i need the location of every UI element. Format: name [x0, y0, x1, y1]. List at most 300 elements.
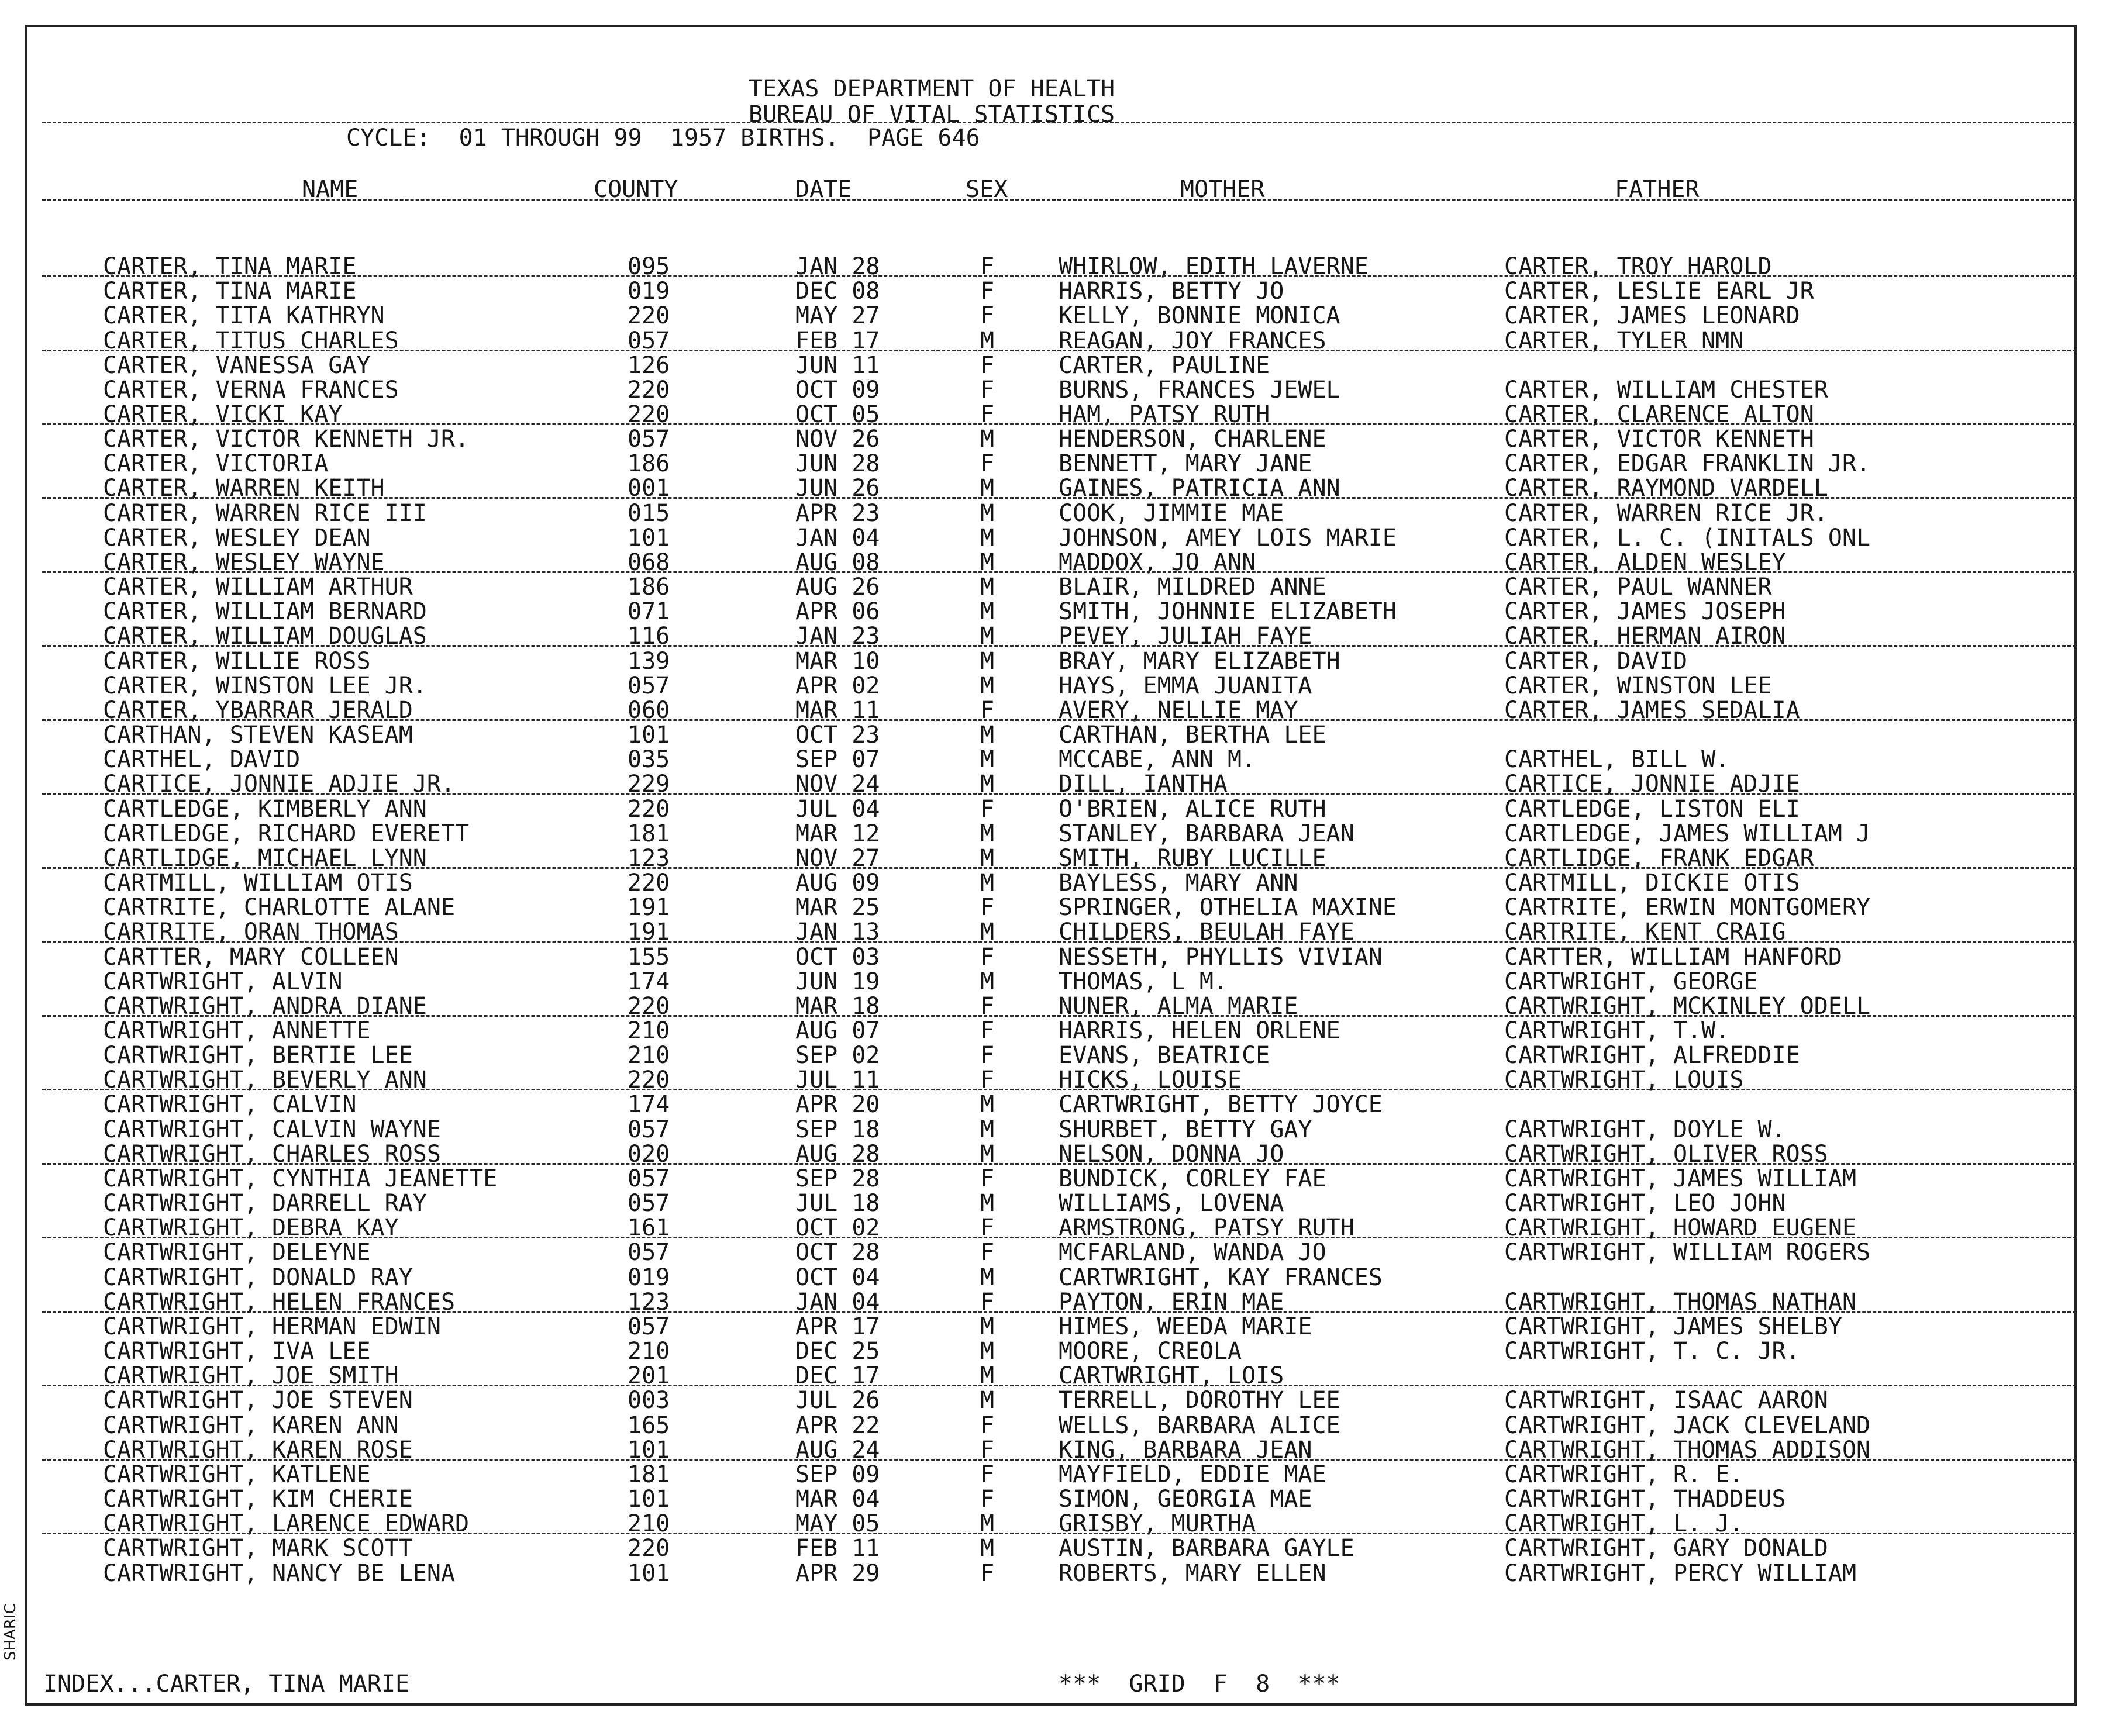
row-rule	[42, 1163, 2076, 1165]
cell-name: CARTWRIGHT, DONALD RAY	[103, 1264, 413, 1291]
cell-father: CARTRITE, KENT CRAIG	[1504, 919, 1786, 946]
cell-county: 068	[628, 548, 670, 576]
cell-mother: HARRIS, BETTY JO	[1059, 278, 1284, 305]
row-rule	[42, 793, 2076, 795]
cell-sex: M	[980, 327, 995, 354]
cell-mother: NUNER, ALMA MARIE	[1059, 992, 1298, 1020]
cell-name: CARTRITE, CHARLOTTE ALANE	[103, 894, 456, 922]
cell-name: CARTER, VERNA FRANCES	[103, 376, 399, 403]
cell-date: DEC 08	[795, 278, 880, 305]
cell-father: CARTWRIGHT, L. J.	[1504, 1510, 1744, 1538]
cell-father: CARTWRIGHT, LOUIS	[1504, 1067, 1744, 1094]
cell-mother: BENNETT, MARY JANE	[1059, 450, 1312, 478]
cell-date: MAR 18	[795, 992, 880, 1020]
cell-county: 191	[628, 919, 670, 946]
cell-county: 191	[628, 894, 670, 922]
row-rule	[42, 275, 2076, 277]
cell-father: CARTWRIGHT, LEO JOHN	[1504, 1190, 1786, 1217]
cell-mother: O'BRIEN, ALICE RUTH	[1059, 795, 1326, 823]
cell-sex: M	[980, 771, 995, 798]
cell-father: CARTWRIGHT, ALFREDDIE	[1504, 1042, 1800, 1069]
cell-mother: JOHNSON, AMEY LOIS MARIE	[1059, 524, 1397, 551]
cell-county: 123	[628, 844, 670, 872]
cell-name: CARTWRIGHT, HERMAN EDWIN	[103, 1313, 441, 1340]
cell-name: CARTER, WILLIAM ARTHUR	[103, 574, 413, 601]
cell-father: CARTWRIGHT, T.W.	[1504, 1017, 1730, 1044]
cell-name: CARTER, TITA KATHRYN	[103, 302, 385, 330]
cell-mother: STANLEY, BARBARA JEAN	[1059, 820, 1354, 847]
cell-mother: SHURBET, BETTY GAY	[1059, 1116, 1312, 1143]
cell-date: JUN 26	[795, 475, 880, 502]
column-header-county: COUNTY	[594, 176, 678, 203]
cell-name: CARTWRIGHT, IVA LEE	[103, 1338, 371, 1365]
header-subtitle: BUREAU OF VITAL STATISTICS	[749, 101, 1115, 128]
cell-name: CARTWRIGHT, CYNTHIA JEANETTE	[103, 1165, 498, 1192]
cell-date: JAN 28	[795, 253, 880, 280]
cell-name: CARTWRIGHT, LARENCE EDWARD	[103, 1510, 470, 1538]
cell-mother: AUSTIN, BARBARA GAYLE	[1059, 1535, 1354, 1562]
cell-name: CARTWRIGHT, JOE STEVEN	[103, 1387, 413, 1414]
cell-sex: M	[980, 548, 995, 576]
cell-sex: F	[980, 1067, 995, 1094]
cell-name: CARTER, TINA MARIE	[103, 278, 357, 305]
cell-mother: THOMAS, L M.	[1059, 968, 1228, 995]
cell-county: 155	[628, 943, 670, 971]
footer-index: INDEX...CARTER, TINA MARIE	[43, 1671, 410, 1697]
cell-date: NOV 27	[795, 844, 880, 872]
cell-father: CARTWRIGHT, DOYLE W.	[1504, 1116, 1786, 1143]
cell-sex: F	[980, 1165, 995, 1192]
cell-mother: AVERY, NELLIE MAY	[1059, 696, 1298, 724]
cell-name: CARTER, WILLIE ROSS	[103, 647, 371, 675]
cell-mother: GRISBY, MURTHA	[1059, 1510, 1256, 1538]
cell-date: JUL 26	[795, 1387, 880, 1414]
cell-name: CARTWRIGHT, CHARLES ROSS	[103, 1140, 441, 1168]
cell-mother: HENDERSON, CHARLENE	[1059, 426, 1326, 453]
cell-mother: HICKS, LOUISE	[1059, 1067, 1242, 1094]
cell-county: 057	[628, 1190, 670, 1217]
cell-county: 220	[628, 401, 670, 428]
cell-father: CARTWRIGHT, HOWARD EUGENE	[1504, 1214, 1857, 1242]
cell-date: JAN 04	[795, 1288, 880, 1316]
cell-date: APR 22	[795, 1411, 880, 1439]
cell-date: AUG 09	[795, 869, 880, 896]
cell-county: 210	[628, 1017, 670, 1044]
cell-county: 220	[628, 376, 670, 403]
cell-name: CARTWRIGHT, KAREN ANN	[103, 1411, 399, 1439]
cell-father: CARTER, L. C. (INITALS ONL	[1504, 524, 1871, 551]
cell-county: 057	[628, 327, 670, 354]
cell-sex: M	[980, 1116, 995, 1143]
cell-sex: M	[980, 598, 995, 626]
cell-sex: M	[980, 1535, 995, 1562]
cell-date: NOV 24	[795, 771, 880, 798]
cell-date: OCT 02	[795, 1214, 880, 1242]
cell-date: APR 06	[795, 598, 880, 626]
cell-father: CARTER, CLARENCE ALTON	[1504, 401, 1814, 428]
cell-sex: M	[980, 844, 995, 872]
cell-sex: M	[980, 1510, 995, 1538]
cell-date: JUL 04	[795, 795, 880, 823]
row-rule	[42, 719, 2076, 721]
cell-county: 123	[628, 1288, 670, 1316]
cell-sex: M	[980, 919, 995, 946]
cell-sex: M	[980, 623, 995, 650]
cell-sex: F	[980, 450, 995, 478]
cell-mother: BRAY, MARY ELIZABETH	[1059, 647, 1340, 675]
cell-sex: F	[980, 1214, 995, 1242]
cell-mother: MOORE, CREOLA	[1059, 1338, 1242, 1365]
cell-date: FEB 11	[795, 1535, 880, 1562]
cell-county: 101	[628, 1559, 670, 1587]
cell-date: APR 20	[795, 1091, 880, 1119]
row-rule	[42, 571, 2076, 573]
cell-county: 210	[628, 1338, 670, 1365]
cell-father: CARTER, WARREN RICE JR.	[1504, 499, 1828, 527]
cell-county: 071	[628, 598, 670, 626]
cell-mother: KELLY, BONNIE MONICA	[1059, 302, 1340, 330]
cell-date: JUN 28	[795, 450, 880, 478]
cell-sex: F	[980, 1461, 995, 1488]
row-rule	[42, 1311, 2076, 1313]
cell-father: CARTER, RAYMOND VARDELL	[1504, 475, 1828, 502]
cell-county: 165	[628, 1411, 670, 1439]
cell-date: OCT 05	[795, 401, 880, 428]
cell-name: CARTWRIGHT, NANCY BE LENA	[103, 1559, 456, 1587]
cell-date: AUG 24	[795, 1436, 880, 1464]
cell-date: SEP 18	[795, 1116, 880, 1143]
row-rule	[42, 941, 2076, 943]
cell-county: 057	[628, 426, 670, 453]
cell-father: CARTER, PAUL WANNER	[1504, 574, 1772, 601]
cell-name: CARTER, YBARRAR JERALD	[103, 696, 413, 724]
row-rule	[42, 497, 2076, 499]
cell-father: CARTMILL, DICKIE OTIS	[1504, 869, 1800, 896]
cell-mother: WILLIAMS, LOVENA	[1059, 1190, 1284, 1217]
cell-father: CARTER, DAVID	[1504, 647, 1688, 675]
cell-county: 220	[628, 1535, 670, 1562]
cell-mother: DILL, IANTHA	[1059, 771, 1228, 798]
cell-date: OCT 09	[795, 376, 880, 403]
cell-date: AUG 28	[795, 1140, 880, 1168]
cell-name: CARTWRIGHT, JOE SMITH	[103, 1362, 399, 1390]
cell-mother: MADDOX, JO ANN	[1059, 548, 1256, 576]
cell-sex: M	[980, 722, 995, 748]
cell-sex: M	[980, 499, 995, 527]
cell-father: CARTWRIGHT, JAMES WILLIAM	[1504, 1165, 1857, 1192]
cell-sex: M	[980, 1338, 995, 1365]
cell-name: CARTWRIGHT, ALVIN	[103, 968, 343, 995]
cell-name: CARTER, VICKI KAY	[103, 401, 343, 428]
cell-sex: F	[980, 992, 995, 1020]
cell-county: 060	[628, 696, 670, 724]
cell-sex: F	[980, 351, 995, 379]
cell-name: CARTER, TITUS CHARLES	[103, 327, 399, 354]
cell-name: CARTWRIGHT, BERTIE LEE	[103, 1042, 413, 1069]
cell-name: CARTLEDGE, RICHARD EVERETT	[103, 820, 470, 847]
cell-mother: CARTWRIGHT, KAY FRANCES	[1059, 1264, 1383, 1291]
cell-date: SEP 02	[795, 1042, 880, 1069]
cell-father: CARTWRIGHT, GEORGE	[1504, 968, 1758, 995]
cell-father: CARTTER, WILLIAM HANFORD	[1504, 943, 1842, 971]
column-header-name: NAME	[302, 176, 359, 203]
row-rule	[42, 350, 2076, 351]
cell-father: CARTER, WILLIAM CHESTER	[1504, 376, 1828, 403]
row-rule	[42, 867, 2076, 869]
cell-father: CARTWRIGHT, T. C. JR.	[1504, 1338, 1800, 1365]
cell-date: JUN 11	[795, 351, 880, 379]
row-rule	[42, 1015, 2076, 1017]
cell-county: 220	[628, 869, 670, 896]
cell-mother: EVANS, BEATRICE	[1059, 1042, 1270, 1069]
cell-county: 220	[628, 795, 670, 823]
cell-father: CARTER, EDGAR FRANKLIN JR.	[1504, 450, 1871, 478]
cell-name: CARTLEDGE, KIMBERLY ANN	[103, 795, 427, 823]
cell-county: 126	[628, 351, 670, 379]
cell-sex: M	[980, 1264, 995, 1291]
cell-county: 015	[628, 499, 670, 527]
cell-father: CARTWRIGHT, ISAAC AARON	[1504, 1387, 1828, 1414]
row-rule	[42, 1533, 2076, 1534]
cell-county: 101	[628, 1486, 670, 1513]
cell-county: 019	[628, 1264, 670, 1291]
cell-name: CARTRITE, ORAN THOMAS	[103, 919, 399, 946]
cell-father: CARTER, HERMAN AIRON	[1504, 623, 1786, 650]
row-rule	[42, 423, 2076, 425]
cell-county: 220	[628, 302, 670, 330]
cell-mother: CARTHAN, BERTHA LEE	[1059, 722, 1326, 748]
cell-date: AUG 08	[795, 548, 880, 576]
cell-mother: ROBERTS, MARY ELLEN	[1059, 1559, 1326, 1587]
cell-mother: HAM, PATSY RUTH	[1059, 401, 1270, 428]
cell-mother: PAYTON, ERIN MAE	[1059, 1288, 1284, 1316]
side-label: SHARIC	[2, 1603, 19, 1661]
cell-sex: M	[980, 672, 995, 699]
cell-name: CARTWRIGHT, ANDRA DIANE	[103, 992, 427, 1020]
cell-name: CARTER, VICTOR KENNETH JR.	[103, 426, 470, 453]
cell-county: 181	[628, 1461, 670, 1488]
cell-mother: SMITH, JOHNNIE ELIZABETH	[1059, 598, 1397, 626]
cell-mother: HARRIS, HELEN ORLENE	[1059, 1017, 1340, 1044]
cell-father: CARTWRIGHT, PERCY WILLIAM	[1504, 1559, 1857, 1587]
cell-name: CARTWRIGHT, CALVIN WAYNE	[103, 1116, 441, 1143]
cell-sex: F	[980, 302, 995, 330]
cell-sex: F	[980, 1436, 995, 1464]
cell-mother: HAYS, EMMA JUANITA	[1059, 672, 1312, 699]
footer-grid: *** GRID F 8 ***	[1059, 1671, 1340, 1697]
cell-father: CARTWRIGHT, THOMAS ADDISON	[1504, 1436, 1871, 1464]
cell-name: CARTWRIGHT, MARK SCOTT	[103, 1535, 413, 1562]
cell-county: 186	[628, 574, 670, 601]
cell-date: SEP 07	[795, 746, 880, 774]
cell-name: CARTWRIGHT, KATLENE	[103, 1461, 371, 1488]
cell-county: 057	[628, 1116, 670, 1143]
cell-county: 139	[628, 647, 670, 675]
cell-sex: M	[980, 524, 995, 551]
cell-mother: SMITH, RUBY LUCILLE	[1059, 844, 1326, 872]
cell-date: MAY 05	[795, 1510, 880, 1538]
cell-name: CARTTER, MARY COLLEEN	[103, 943, 399, 971]
cell-father: CARTWRIGHT, GARY DONALD	[1504, 1535, 1828, 1562]
cell-father: CARTER, TYLER NMN	[1504, 327, 1744, 354]
cell-name: CARTWRIGHT, DARRELL RAY	[103, 1190, 427, 1217]
cell-county: 220	[628, 992, 670, 1020]
cell-sex: F	[980, 1042, 995, 1069]
cell-father: CARTICE, JONNIE ADJIE	[1504, 771, 1800, 798]
cell-sex: M	[980, 820, 995, 847]
cell-name: CARTHEL, DAVID	[103, 746, 301, 774]
cell-county: 161	[628, 1214, 670, 1242]
cell-father: CARTWRIGHT, MCKINLEY ODELL	[1504, 992, 1871, 1020]
cell-county: 229	[628, 771, 670, 798]
row-rule	[42, 645, 2076, 647]
cell-date: OCT 23	[795, 722, 880, 748]
cell-name: CARTWRIGHT, DELEYNE	[103, 1239, 371, 1266]
cell-mother: NESSETH, PHYLLIS VIVIAN	[1059, 943, 1383, 971]
header-rule	[42, 122, 2076, 123]
cell-father: CARTWRIGHT, JAMES SHELBY	[1504, 1313, 1842, 1340]
cell-county: 181	[628, 820, 670, 847]
cell-county: 019	[628, 278, 670, 305]
cell-sex: F	[980, 696, 995, 724]
cell-name: CARTWRIGHT, KIM CHERIE	[103, 1486, 413, 1513]
cell-county: 001	[628, 475, 670, 502]
cell-county: 220	[628, 1067, 670, 1094]
cell-sex: M	[980, 1362, 995, 1390]
cell-date: FEB 17	[795, 327, 880, 354]
cell-father: CARTER, JAMES JOSEPH	[1504, 598, 1786, 626]
cell-mother: MCFARLAND, WANDA JO	[1059, 1239, 1326, 1266]
cell-mother: SIMON, GEORGIA MAE	[1059, 1486, 1312, 1513]
cell-name: CARTLIDGE, MICHAEL LYNN	[103, 844, 427, 872]
cell-county: 035	[628, 746, 670, 774]
cell-date: OCT 04	[795, 1264, 880, 1291]
cell-county: 201	[628, 1362, 670, 1390]
cell-date: JUN 19	[795, 968, 880, 995]
cell-date: OCT 03	[795, 943, 880, 971]
cell-county: 101	[628, 722, 670, 748]
cell-father: CARTER, VICTOR KENNETH	[1504, 426, 1814, 453]
cell-county: 174	[628, 1091, 670, 1119]
cell-date: JAN 23	[795, 623, 880, 650]
cell-county: 116	[628, 623, 670, 650]
cell-county: 095	[628, 253, 670, 280]
cell-father: CARTER, LESLIE EARL JR	[1504, 278, 1814, 305]
cell-mother: WHIRLOW, EDITH LAVERNE	[1059, 253, 1369, 280]
cell-date: JUL 11	[795, 1067, 880, 1094]
cell-father: CARTER, ALDEN WESLEY	[1504, 548, 1786, 576]
cell-date: JUL 18	[795, 1190, 880, 1217]
cell-date: APR 23	[795, 499, 880, 527]
row-rule	[42, 1089, 2076, 1090]
cell-sex: F	[980, 1239, 995, 1266]
cell-mother: BAYLESS, MARY ANN	[1059, 869, 1298, 896]
cell-name: CARTER, VANESSA GAY	[103, 351, 371, 379]
cell-name: CARTWRIGHT, BEVERLY ANN	[103, 1067, 427, 1094]
cell-father: CARTWRIGHT, OLIVER ROSS	[1504, 1140, 1828, 1168]
cell-name: CARTER, VICTORIA	[103, 450, 329, 478]
cell-mother: TERRELL, DOROTHY LEE	[1059, 1387, 1340, 1414]
cell-county: 057	[628, 1239, 670, 1266]
column-header-sex: SEX	[966, 176, 1008, 203]
cell-county: 057	[628, 1165, 670, 1192]
cell-county: 057	[628, 1313, 670, 1340]
cell-name: CARTER, WESLEY WAYNE	[103, 548, 385, 576]
cell-name: CARTMILL, WILLIAM OTIS	[103, 869, 413, 896]
cell-mother: CARTER, PAULINE	[1059, 351, 1270, 379]
cell-county: 057	[628, 672, 670, 699]
cell-father: CARTWRIGHT, THOMAS NATHAN	[1504, 1288, 1857, 1316]
cell-father: CARTER, TROY HAROLD	[1504, 253, 1772, 280]
cell-sex: M	[980, 1091, 995, 1119]
cell-sex: M	[980, 1140, 995, 1168]
cell-date: MAY 27	[795, 302, 880, 330]
cycle-line: CYCLE: 01 THROUGH 99 1957 BIRTHS. PAGE 646	[346, 125, 980, 151]
cell-date: MAR 04	[795, 1486, 880, 1513]
cell-sex: F	[980, 1486, 995, 1513]
cell-name: CARTWRIGHT, CALVIN	[103, 1091, 357, 1119]
cell-mother: SPRINGER, OTHELIA MAXINE	[1059, 894, 1397, 922]
cell-name: CARTWRIGHT, HELEN FRANCES	[103, 1288, 456, 1316]
cell-sex: F	[980, 253, 995, 280]
column-header-mother: MOTHER	[1180, 176, 1265, 203]
cell-date: APR 17	[795, 1313, 880, 1340]
cell-mother: CARTWRIGHT, LOIS	[1059, 1362, 1284, 1390]
cell-date: MAR 25	[795, 894, 880, 922]
cell-date: DEC 17	[795, 1362, 880, 1390]
cell-date: OCT 28	[795, 1239, 880, 1266]
cell-mother: COOK, JIMMIE MAE	[1059, 499, 1284, 527]
cell-father: CARTER, JAMES SEDALIA	[1504, 696, 1800, 724]
cell-sex: M	[980, 968, 995, 995]
cell-sex: M	[980, 746, 995, 774]
cell-county: 020	[628, 1140, 670, 1168]
cell-mother: WELLS, BARBARA ALICE	[1059, 1411, 1340, 1439]
cell-name: CARTER, WARREN KEITH	[103, 475, 385, 502]
cell-father: CARTWRIGHT, R. E.	[1504, 1461, 1744, 1488]
cell-father: CARTER, JAMES LEONARD	[1504, 302, 1800, 330]
cell-father: CARTRITE, ERWIN MONTGOMERY	[1504, 894, 1871, 922]
cell-county: 210	[628, 1042, 670, 1069]
cell-date: NOV 26	[795, 426, 880, 453]
cell-sex: F	[980, 1288, 995, 1316]
cell-mother: REAGAN, JOY FRANCES	[1059, 327, 1326, 354]
cell-father: CARTLIDGE, FRANK EDGAR	[1504, 844, 1814, 872]
cell-sex: F	[980, 795, 995, 823]
cell-father: CARTER, WINSTON LEE	[1504, 672, 1772, 699]
cell-sex: F	[980, 1411, 995, 1439]
cell-sex: M	[980, 1313, 995, 1340]
cell-mother: BURNS, FRANCES JEWEL	[1059, 376, 1340, 403]
row-rule	[42, 1237, 2076, 1238]
cell-date: DEC 25	[795, 1338, 880, 1365]
cell-mother: NELSON, DONNA JO	[1059, 1140, 1284, 1168]
cell-date: MAR 12	[795, 820, 880, 847]
cell-father: CARTLEDGE, JAMES WILLIAM J	[1504, 820, 1871, 847]
cell-mother: BUNDICK, CORLEY FAE	[1059, 1165, 1326, 1192]
column-header-rule	[42, 199, 2076, 201]
cell-sex: F	[980, 401, 995, 428]
cell-name: CARTICE, JONNIE ADJIE JR.	[103, 771, 456, 798]
cell-sex: M	[980, 1387, 995, 1414]
cell-sex: M	[980, 426, 995, 453]
cell-mother: HIMES, WEEDA MARIE	[1059, 1313, 1312, 1340]
cell-mother: BLAIR, MILDRED ANNE	[1059, 574, 1326, 601]
row-rule	[42, 1459, 2076, 1461]
cell-mother: MAYFIELD, EDDIE MAE	[1059, 1461, 1326, 1488]
cell-father: CARTLEDGE, LISTON ELI	[1504, 795, 1800, 823]
cell-date: SEP 28	[795, 1165, 880, 1192]
